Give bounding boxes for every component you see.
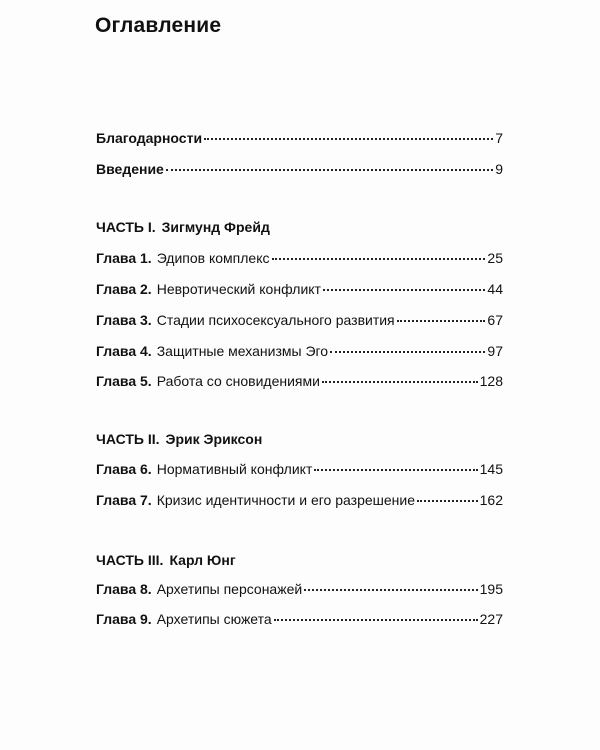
part-heading-3	[96, 551, 236, 569]
entry-page-number: 162	[479, 492, 503, 508]
chapter-label: Глава 5.	[96, 373, 152, 389]
part-heading-1	[96, 218, 270, 236]
toc-entry-chapter-2[interactable]	[96, 280, 503, 298]
dot-leader	[166, 169, 493, 171]
entry-page-number: 128	[479, 373, 503, 389]
entry-page-number: 7	[495, 130, 503, 146]
chapter-label: Глава 1.	[96, 250, 152, 266]
part-author: Карл Юнг	[169, 552, 236, 568]
toc-entry-chapter-4[interactable]	[96, 342, 503, 360]
part-author: Зигмунд Фрейд	[161, 219, 270, 235]
toc-entry-chapter-3[interactable]	[96, 311, 503, 329]
entry-page-number: 44	[487, 281, 503, 297]
chapter-title: Работа со сновидениями	[156, 373, 320, 389]
entry-page-number: 145	[479, 461, 503, 477]
entry-title: Введение	[96, 161, 164, 177]
page-title: Оглавление	[95, 14, 222, 37]
part-label: ЧАСТЬ II.	[96, 431, 160, 447]
dot-leader	[304, 589, 477, 591]
part-label: ЧАСТЬ I.	[96, 219, 156, 235]
toc-entry-introduction[interactable]	[96, 160, 503, 178]
chapter-title: Нормативный конфликт	[156, 461, 313, 477]
chapter-label: Глава 6.	[96, 461, 152, 477]
chapter-label: Глава 8.	[96, 581, 152, 597]
chapter-title: Архетипы персонажей	[156, 581, 303, 597]
dot-leader	[204, 138, 493, 140]
dot-leader	[272, 258, 486, 260]
part-label: ЧАСТЬ III.	[96, 552, 164, 568]
chapter-label: Глава 2.	[96, 281, 152, 297]
dot-leader	[323, 289, 485, 291]
dot-leader	[322, 381, 478, 383]
dot-leader	[397, 320, 486, 322]
entry-page-number: 227	[479, 611, 503, 627]
dot-leader	[417, 500, 478, 502]
chapter-label: Глава 7.	[96, 492, 152, 508]
chapter-label: Глава 4.	[96, 343, 152, 359]
toc-entry-chapter-5[interactable]	[96, 372, 503, 390]
entry-page-number: 67	[487, 312, 503, 328]
dot-leader	[274, 619, 478, 621]
part-author: Эрик Эриксон	[165, 431, 263, 447]
chapter-label: Глава 3.	[96, 312, 152, 328]
toc-entry-chapter-1[interactable]	[96, 249, 503, 267]
toc-entry-chapter-6[interactable]	[96, 460, 503, 478]
entry-page-number: 97	[487, 343, 503, 359]
toc-entry-chapter-8[interactable]	[96, 580, 503, 598]
chapter-label: Глава 9.	[96, 611, 152, 627]
chapter-title: Защитные механизмы Эго	[156, 343, 329, 359]
entry-page-number: 9	[495, 161, 503, 177]
entry-title: Благодарности	[96, 130, 203, 146]
chapter-title: Невротический конфликт	[156, 281, 321, 297]
chapter-title: Кризис идентичности и его разрешение	[156, 492, 415, 508]
chapter-title: Стадии психосексуального развития	[156, 312, 395, 328]
dot-leader	[314, 469, 477, 471]
part-heading-2	[96, 430, 262, 448]
chapter-title: Эдипов комплекс	[156, 250, 270, 266]
entry-page-number: 195	[479, 581, 503, 597]
entry-page-number: 25	[487, 250, 503, 266]
toc-entry-chapter-9[interactable]	[96, 610, 503, 628]
chapter-title: Архетипы сюжета	[156, 611, 272, 627]
toc-entry-acknowledgements[interactable]	[96, 129, 503, 147]
toc-entry-chapter-7[interactable]	[96, 491, 503, 509]
dot-leader	[330, 351, 485, 353]
